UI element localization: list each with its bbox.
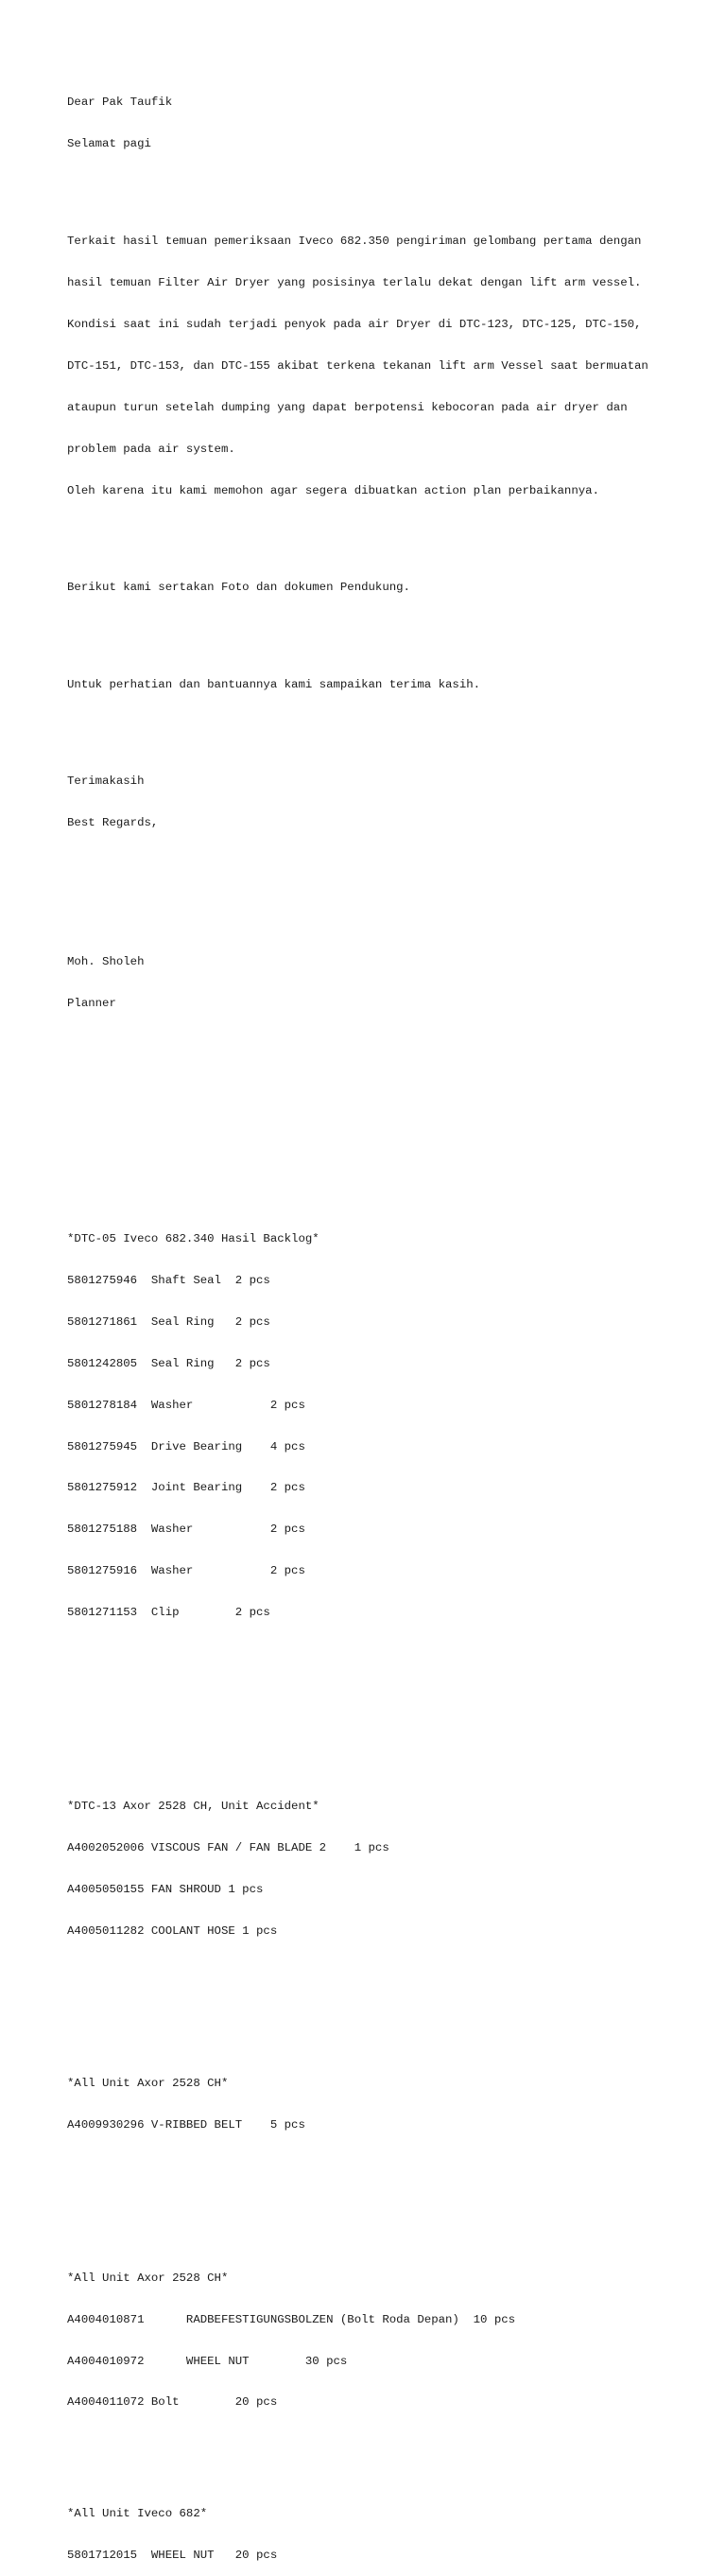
body-paragraph-attachments: Berikut kami sertakan Foto dan dokumen Pendukung. — [67, 581, 410, 595]
section-heading: *DTC-05 Iveco 682.340 Hasil Backlog* — [67, 1231, 320, 1245]
body-line: problem pada air system. — [67, 442, 235, 456]
blank-line — [67, 179, 648, 193]
part-line: A4004010871 RADBEFESTIGUNGSBOLZEN (Bolt Roda Depan) 10 pcs — [67, 2312, 516, 2326]
sender-title: Planner — [67, 996, 116, 1010]
section-heading: *All Unit Axor 2528 CH* — [67, 2271, 229, 2285]
part-line: 5801278184 Washer 2 pcs — [67, 1398, 305, 1412]
body-line: ataupun turun setelah dumping yang dapat berpotensi kebocoran pada air dryer dan — [67, 400, 628, 414]
sender-name: Moh. Sholeh — [67, 954, 145, 968]
part-line: 5801242805 Seal Ring 2 pcs — [67, 1356, 270, 1370]
part-line: 5801712015 WHEEL NUT 20 pcs — [67, 2548, 278, 2562]
blank-line — [67, 2160, 648, 2174]
part-line: 5801275188 Washer 2 pcs — [67, 1523, 305, 1537]
body-line: hasil temuan Filter Air Dryer yang posisinya terlalu dekat dengan lift arm vessel. — [67, 275, 642, 289]
blank-line — [67, 1080, 648, 1094]
part-line: A4004011072 Bolt 20 pcs — [67, 2395, 278, 2410]
salutation-line: Selamat pagi — [67, 137, 151, 151]
part-line: 5801275916 Washer 2 pcs — [67, 1564, 305, 1578]
blank-line — [67, 1647, 648, 1662]
part-line: 5801275946 Shaft Seal 2 pcs — [67, 1273, 270, 1287]
part-line: 5801275945 Drive Bearing 4 pcs — [67, 1439, 305, 1453]
body-paragraph-thanks: Untuk perhatian dan bantuannya kami sampaikan terima kasih. — [67, 677, 481, 691]
blank-line — [67, 1122, 648, 1136]
blank-line — [67, 1038, 648, 1053]
part-line: A4005050155 FAN SHROUD 1 pcs — [67, 1883, 264, 1897]
greeting-line: Dear Pak Taufik — [67, 96, 173, 110]
blank-line — [67, 1162, 648, 1176]
section-heading: *DTC-13 Axor 2528 CH, Unit Accident* — [67, 1800, 320, 1814]
blank-line — [67, 1731, 648, 1745]
body-line: Oleh karena itu kami memohon agar segera dibuatkan action plan perbaikannya. — [67, 483, 599, 497]
blank-line — [67, 858, 648, 872]
body-line: Kondisi saat ini sudah terjadi penyok pada air Dryer di DTC-123, DTC-125, DTC-150, — [67, 317, 642, 331]
blank-line — [67, 899, 648, 914]
blank-line — [67, 2008, 648, 2022]
blank-line — [67, 1966, 648, 1980]
part-line: 5801275912 Joint Bearing 2 pcs — [67, 1481, 305, 1495]
blank-line — [67, 2437, 648, 2451]
closing-line: Best Regards, — [67, 816, 159, 830]
section-heading: *All Unit Axor 2528 CH* — [67, 2077, 229, 2091]
part-line: 5801271861 Seal Ring 2 pcs — [67, 1314, 270, 1329]
blank-line — [67, 1689, 648, 1703]
part-line: A4004010972 WHEEL NUT 30 pcs — [67, 2354, 348, 2368]
blank-line — [67, 526, 648, 540]
blank-line — [67, 622, 648, 636]
part-line: A4005011282 COOLANT HOSE 1 pcs — [67, 1924, 278, 1939]
closing-line: Terimakasih — [67, 775, 145, 789]
body-line: DTC-151, DTC-153, dan DTC-155 akibat terkena tekanan lift arm Vessel saat bermuatan — [67, 358, 648, 373]
part-line: A4009930296 V-RIBBED BELT 5 pcs — [67, 2118, 305, 2132]
email-document — [67, 68, 648, 2576]
blank-line — [67, 720, 648, 734]
body-line: Terkait hasil temuan pemeriksaan Iveco 682.350 pengiriman gelombang pertama dengan — [67, 234, 642, 248]
section-heading: *All Unit Iveco 682* — [67, 2506, 208, 2520]
part-line: 5801271153 Clip 2 pcs — [67, 1606, 270, 1620]
part-line: A4002052006 VISCOUS FAN / FAN BLADE 2 1 pcs — [67, 1841, 389, 1855]
blank-line — [67, 2202, 648, 2216]
